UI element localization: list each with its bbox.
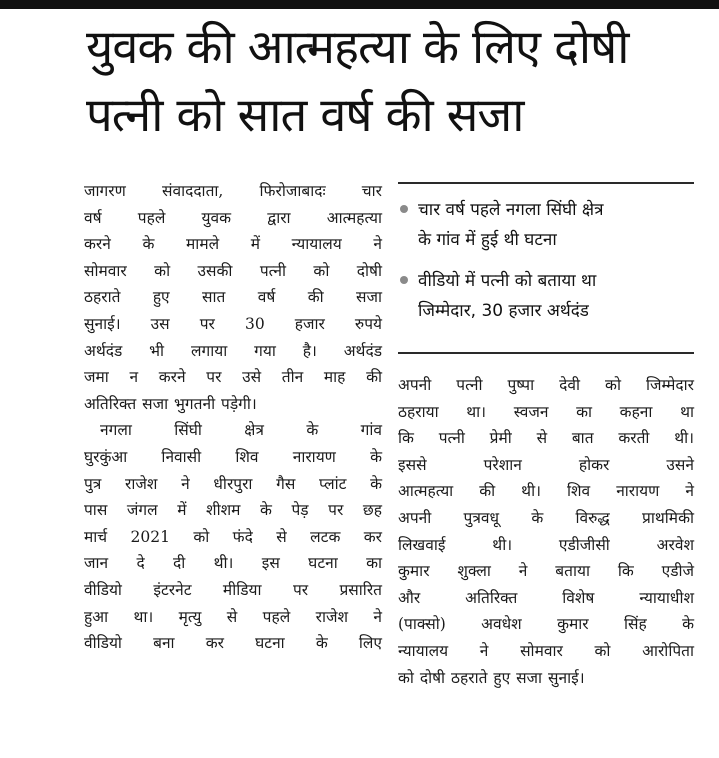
text-line: हुआ था। मृत्यु से पहले राजेश ने — [84, 607, 382, 626]
text-line: ठहराया था। स्वजन का कहना था — [398, 402, 694, 421]
highlight-line: चार वर्ष पहले नगला सिंघी क्षेत्र — [418, 200, 604, 220]
text-line: सुनाई। उस पर 30 हजार रुपये — [84, 314, 382, 333]
text-line: मार्च 2021 को फंदे से लटक कर — [84, 527, 382, 546]
paragraph-1 — [84, 178, 382, 417]
text-line: अपनी पुत्रवधू के विरुद्ध प्राथमिकी — [398, 508, 694, 527]
text-line: वर्ष पहले युवक द्वारा आत्महत्या — [84, 208, 382, 227]
highlights-box — [398, 182, 694, 354]
text-line: कि पत्नी प्रेमी से बात करती थी। — [398, 429, 694, 448]
right-column-body — [398, 372, 694, 691]
text-line: न्यायालय ने सोमवार को आरोपिता — [398, 641, 694, 660]
highlight-line: जिम्मेदार, 30 हजार अर्थदंड — [418, 301, 589, 321]
highlight-line: वीडियो में पत्नी को बताया था — [418, 271, 597, 291]
text-line: जान दे दी थी। इस घटना का — [84, 554, 382, 573]
highlights-top-rule — [398, 182, 694, 184]
text-line: अतिरिक्त सजा भुगतनी पड़ेगी। — [84, 394, 257, 413]
text-line: घुरकुंआ निवासी शिव नारायण के — [84, 447, 382, 466]
bullet-dot-icon — [400, 276, 408, 284]
highlight-item — [398, 195, 690, 255]
top-border-bar — [0, 0, 719, 9]
text-line: ठहराते हुए सात वर्ष की सजा — [84, 288, 382, 307]
text-line: अपनी पत्नी पुष्पा देवी को जिम्मेदार — [398, 376, 694, 394]
text-line: पुत्र राजेश ने धीरपुरा गैस प्लांट के — [84, 474, 382, 493]
text-line: (पाक्सो) अवधेश कुमार सिंह के — [398, 615, 694, 634]
text-line: जागरण संवाददाता, फिरोजाबादः चार — [84, 182, 382, 200]
text-line: पास जंगल में शीशम के पेड़ पर छह — [84, 501, 382, 520]
text-line: वीडियो बना कर घटना के लिए — [84, 634, 382, 653]
text-line: कुमार शुक्ला ने बताया कि एडीजे — [398, 562, 694, 581]
highlight-item — [398, 266, 690, 326]
text-line: अर्थदंड भी लगाया गया है। अर्थदंड — [84, 341, 382, 360]
paragraph-2 — [84, 417, 382, 656]
headline — [86, 14, 706, 150]
highlight-line: के गांव में हुई थी घटना — [418, 230, 557, 250]
text-line: वीडियो इंटरनेट मीडिया पर प्रसारित — [84, 580, 382, 599]
headline-line-1: युवक की आत्महत्या के लिए दोषी — [86, 20, 629, 75]
left-column — [84, 178, 382, 657]
text-line: जमा न करने पर उसे तीन माह की — [84, 368, 382, 387]
text-line: करने के मामले में न्यायालय ने — [84, 235, 382, 254]
text-line: आत्महत्या की थी। शिव नारायण ने — [398, 482, 694, 501]
text-line: लिखवाई थी। एडीजीसी अरवेश — [398, 535, 694, 554]
text-line: को दोषी ठहराते हुए सजा सुनाई। — [398, 668, 585, 687]
headline-line-2: पत्नी को सात वर्ष की सजा — [86, 88, 524, 143]
text-line: इससे परेशान होकर उसने — [398, 455, 694, 474]
highlights-bottom-rule — [398, 352, 694, 354]
text-line: नगला सिंघी क्षेत्र के गांव — [100, 421, 382, 440]
text-line: सोमवार को उसकी पत्नी को दोषी — [84, 261, 382, 280]
bullet-dot-icon — [400, 205, 408, 213]
text-line: और अतिरिक्त विशेष न्यायाधीश — [398, 588, 694, 607]
